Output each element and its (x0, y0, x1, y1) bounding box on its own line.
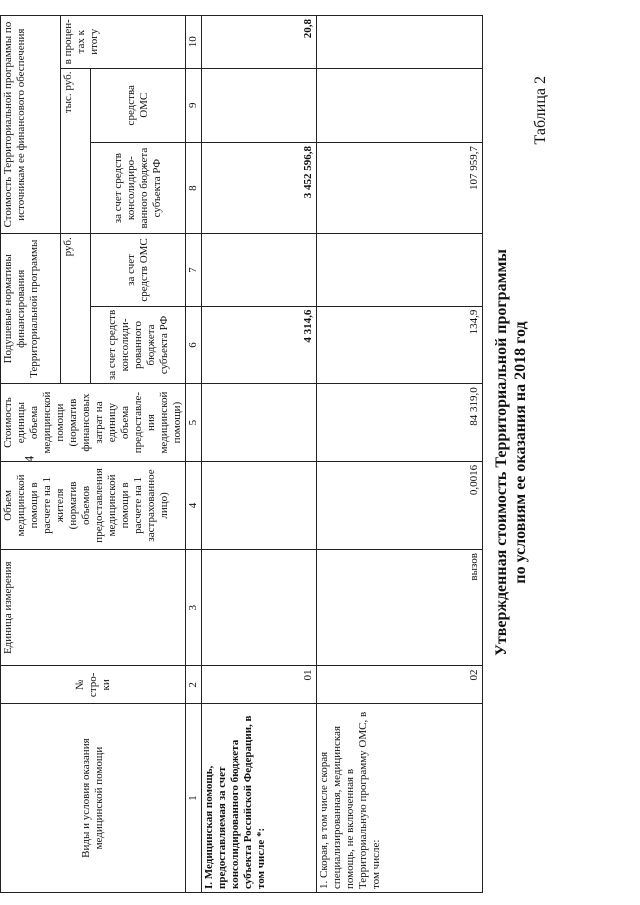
row-pc-oms (317, 234, 483, 306)
row-name: 1. Скорая, в том числе скорая специализированная, медицинская помощь, не включенная в Территориальную программу ОМС, в том числе: (317, 704, 483, 893)
table-label: Таблица 2 (532, 76, 549, 145)
title-line-1: Утвержденная стоимость Территориальной программы (493, 249, 510, 656)
header-pc-oms: за счет средств ОМС (91, 234, 186, 306)
row-name: I. Медицинская помощь, предоставляемая за счет консолидированного бюджета субъекта Российской Федерации, в том числе *: (202, 704, 317, 893)
row-pc-oms (202, 234, 317, 306)
row-cost-budget: 107 959,7 (317, 143, 483, 234)
title-line-2: по условиям ее оказания на 2018 год (512, 321, 529, 584)
header-volume: Объем медицинской помощи в расчете на 1 жителя (норматив объемов предоставления медицинской помощи в расчете на 1 застрахованное лицо) (1, 461, 186, 549)
col-num-9: 9 (186, 68, 202, 142)
row-cost-budget: 3 452 596,8 (202, 143, 317, 234)
header-cost-unit: Стоимость единицы объема медицинской помощи (норматив финансовых затрат на единицу объема предоставле-ния медицинской помощи) (1, 384, 186, 462)
row-no: 02 (317, 666, 483, 704)
col-num-3: 3 (186, 550, 202, 666)
row-pc-budget: 134,9 (317, 306, 483, 384)
header-cost-budget: за счет средств консолидиро-ванного бюджета субъекта РФ (91, 143, 186, 234)
row-unit (202, 550, 317, 666)
table-row (317, 16, 483, 893)
column-number-row (186, 16, 202, 893)
header-percent: в процен-тах к итогу (61, 16, 186, 69)
row-percent: 20,8 (202, 16, 317, 69)
header-pc-budget: за счет средств консолиди-рованного бюджета субъекта РФ (91, 306, 186, 384)
row-cost-unit (202, 384, 317, 462)
row-pc-budget: 4 314,6 (202, 306, 317, 384)
cost-table (0, 15, 483, 893)
header-rub: руб. (61, 234, 91, 384)
col-num-1: 1 (186, 704, 202, 893)
table-container (0, 15, 480, 893)
table-title (492, 0, 530, 905)
header-row-no: № стро-ки (1, 666, 186, 704)
row-cost-unit: 84 319,0 (317, 384, 483, 462)
header-unit: Единица измерения (1, 550, 186, 666)
header-cost-program: Стоимость Территориальной программы по источникам ее финансового обеспечения (1, 16, 61, 234)
row-volume: 0,0016 (317, 461, 483, 549)
row-volume (202, 461, 317, 549)
col-num-6: 6 (186, 306, 202, 384)
header-per-capita: Подушевые нормативы финансирования Территориальной программы (1, 234, 61, 384)
col-num-4: 4 (186, 461, 202, 549)
col-num-5: 5 (186, 384, 202, 462)
col-num-8: 8 (186, 143, 202, 234)
row-cost-oms (202, 68, 317, 142)
row-cost-oms (317, 68, 483, 142)
col-num-10: 10 (186, 16, 202, 69)
page-number: 4 (21, 455, 37, 463)
col-num-2: 2 (186, 666, 202, 704)
row-percent (317, 16, 483, 69)
header-cost-oms: средства ОМС (91, 68, 186, 142)
col-num-7: 7 (186, 234, 202, 306)
row-unit: вызов (317, 550, 483, 666)
header-thousand-rub: тыс. руб. (61, 68, 91, 234)
row-no: 01 (202, 666, 317, 704)
table-row (202, 16, 317, 893)
header-types: Виды и условия оказания медицинской помощи (1, 704, 186, 893)
